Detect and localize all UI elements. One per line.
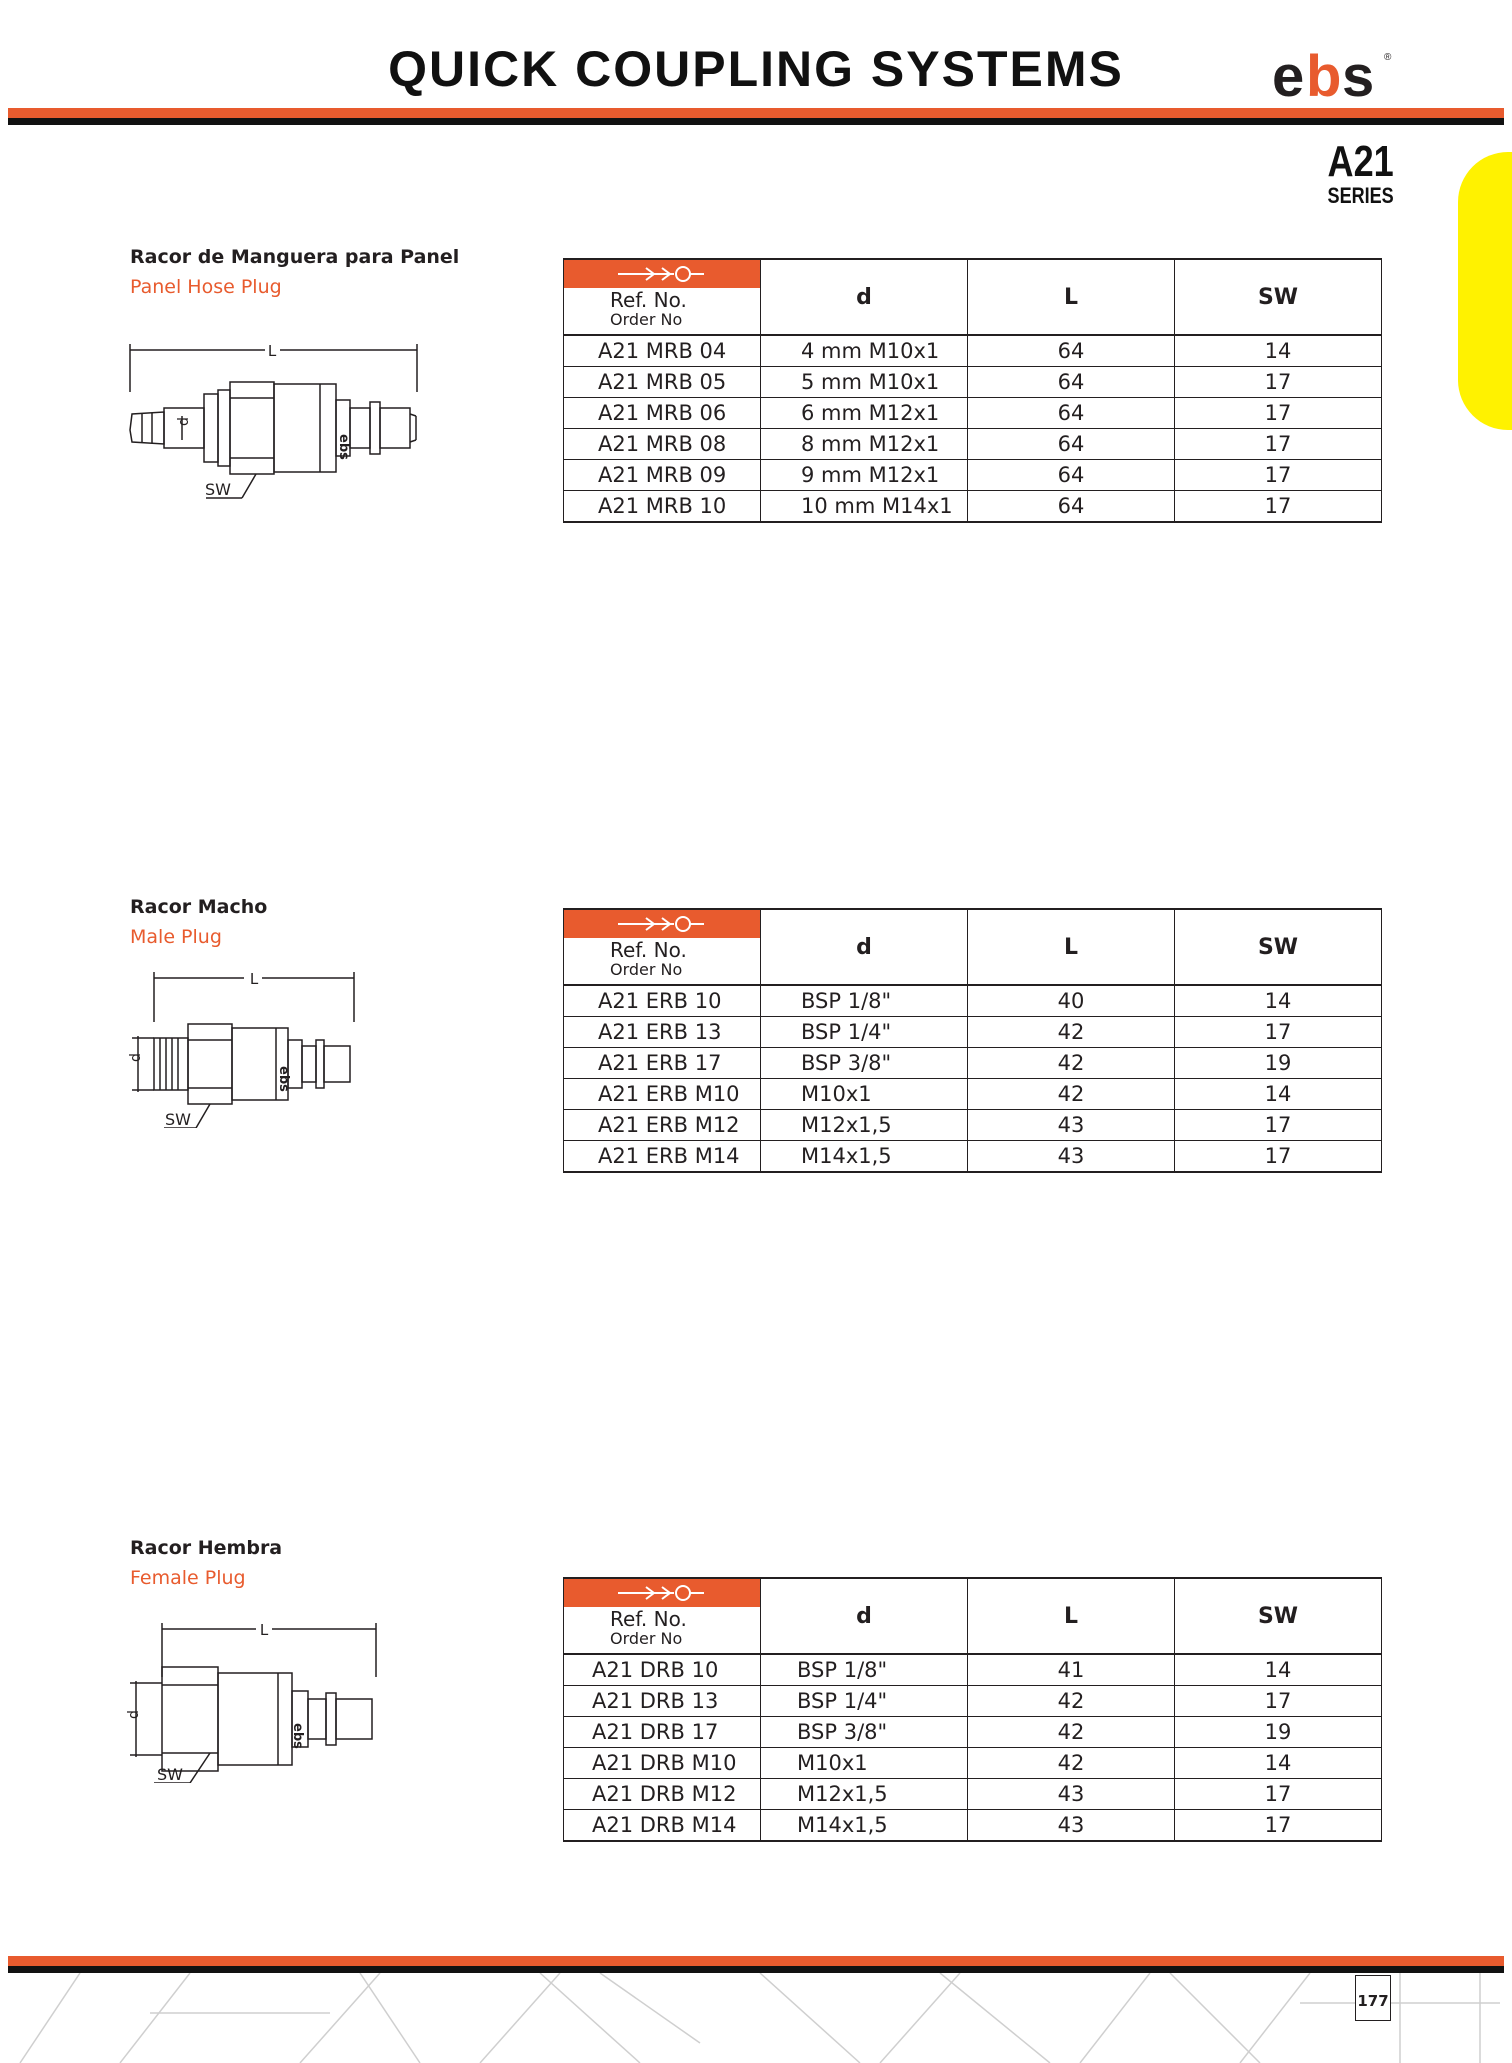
table-row bbox=[564, 985, 1382, 1017]
section-title-en: Female Plug bbox=[130, 1567, 246, 1589]
d-cell: BSP 1/4" bbox=[761, 1686, 968, 1717]
ref-cell: A21 DRB M12 bbox=[564, 1779, 761, 1810]
d-cell: 5 mm M10x1 bbox=[761, 367, 968, 398]
svg-text:L: L bbox=[267, 342, 277, 360]
svg-text:SW: SW bbox=[205, 480, 231, 499]
l-cell: 64 bbox=[968, 491, 1175, 523]
table-row bbox=[564, 491, 1382, 523]
order-no-label: Order No bbox=[610, 1629, 683, 1648]
ref-header-band bbox=[564, 260, 760, 288]
sw-cell: 14 bbox=[1175, 1654, 1382, 1686]
ref-header-band bbox=[564, 910, 760, 938]
ref-cell: A21 ERB 10 bbox=[564, 985, 761, 1017]
ref-cell: A21 MRB 06 bbox=[564, 398, 761, 429]
l-cell: 64 bbox=[968, 398, 1175, 429]
ref-no-label: Ref. No. bbox=[610, 1607, 687, 1631]
ref-no-label: Ref. No. bbox=[610, 938, 687, 962]
table-row bbox=[564, 460, 1382, 491]
sw-cell: 19 bbox=[1175, 1717, 1382, 1748]
page-title: QUICK COUPLING SYSTEMS bbox=[388, 41, 1124, 97]
sw-cell: 19 bbox=[1175, 1048, 1382, 1079]
svg-text:d: d bbox=[128, 1053, 144, 1062]
l-cell: 64 bbox=[968, 335, 1175, 367]
l-header: L bbox=[968, 259, 1175, 335]
spec-table bbox=[563, 258, 1382, 523]
l-cell: 42 bbox=[968, 1048, 1175, 1079]
svg-text:L: L bbox=[249, 970, 259, 988]
d-cell: M12x1,5 bbox=[761, 1110, 968, 1141]
ref-cell: A21 ERB M12 bbox=[564, 1110, 761, 1141]
l-cell: 40 bbox=[968, 985, 1175, 1017]
l-cell: 43 bbox=[968, 1141, 1175, 1173]
l-cell: 42 bbox=[968, 1748, 1175, 1779]
ref-cell: A21 ERB 13 bbox=[564, 1017, 761, 1048]
male-plug-drawing bbox=[120, 958, 380, 1128]
header-dark-bar bbox=[8, 118, 1504, 125]
section-title-es: Racor Macho bbox=[130, 896, 268, 918]
page-number: 177 bbox=[1355, 1975, 1391, 2021]
d-cell: M14x1,5 bbox=[761, 1810, 968, 1842]
sw-header: SW bbox=[1175, 259, 1382, 335]
section-title-en: Male Plug bbox=[130, 926, 222, 948]
svg-text:®: ® bbox=[1384, 52, 1392, 63]
table-row bbox=[564, 1141, 1382, 1173]
sw-cell: 14 bbox=[1175, 1748, 1382, 1779]
l-header: L bbox=[968, 909, 1175, 985]
section-title-es: Racor de Manguera para Panel bbox=[130, 246, 460, 268]
d-cell: M12x1,5 bbox=[761, 1779, 968, 1810]
table-row bbox=[564, 1717, 1382, 1748]
ref-no-label: Ref. No. bbox=[610, 288, 687, 312]
table-row bbox=[564, 1079, 1382, 1110]
spec-table bbox=[563, 1577, 1382, 1842]
section-tab bbox=[1458, 152, 1512, 430]
sw-cell: 14 bbox=[1175, 1079, 1382, 1110]
ebs-logo bbox=[1268, 46, 1398, 106]
ref-header bbox=[564, 1578, 761, 1654]
table-row bbox=[564, 1110, 1382, 1141]
series-word: SERIES bbox=[1327, 183, 1394, 208]
svg-text:ebs: ebs bbox=[336, 434, 351, 460]
l-header: L bbox=[968, 1578, 1175, 1654]
d-cell: BSP 3/8" bbox=[761, 1717, 968, 1748]
table-row bbox=[564, 335, 1382, 367]
l-cell: 64 bbox=[968, 367, 1175, 398]
ref-header bbox=[564, 909, 761, 985]
ref-header-band bbox=[564, 1579, 760, 1607]
l-cell: 42 bbox=[968, 1717, 1175, 1748]
spec-table bbox=[563, 908, 1382, 1173]
table-row bbox=[564, 1017, 1382, 1048]
coupling-symbol-icon bbox=[564, 910, 760, 938]
l-cell: 42 bbox=[968, 1686, 1175, 1717]
sw-cell: 17 bbox=[1175, 1686, 1382, 1717]
l-cell: 42 bbox=[968, 1017, 1175, 1048]
sw-cell: 17 bbox=[1175, 1017, 1382, 1048]
sw-cell: 17 bbox=[1175, 367, 1382, 398]
d-cell: 4 mm M10x1 bbox=[761, 335, 968, 367]
sw-cell: 14 bbox=[1175, 985, 1382, 1017]
sw-cell: 17 bbox=[1175, 1141, 1382, 1173]
sw-cell: 17 bbox=[1175, 1810, 1382, 1842]
d-cell: BSP 1/4" bbox=[761, 1017, 968, 1048]
d-header: d bbox=[761, 259, 968, 335]
sw-header: SW bbox=[1175, 1578, 1382, 1654]
d-cell: 10 mm M14x1 bbox=[761, 491, 968, 523]
d-cell: M10x1 bbox=[761, 1079, 968, 1110]
female-plug-drawing bbox=[120, 1613, 400, 1783]
l-cell: 42 bbox=[968, 1079, 1175, 1110]
l-cell: 41 bbox=[968, 1654, 1175, 1686]
table-row bbox=[564, 1686, 1382, 1717]
series-code: A21 bbox=[1327, 137, 1394, 186]
table-row bbox=[564, 398, 1382, 429]
footer-accent-bar bbox=[8, 1956, 1504, 1966]
table-row bbox=[564, 1748, 1382, 1779]
table-row bbox=[564, 429, 1382, 460]
svg-text:d: d bbox=[126, 1710, 142, 1719]
ref-cell: A21 MRB 04 bbox=[564, 335, 761, 367]
ref-cell: A21 ERB M10 bbox=[564, 1079, 761, 1110]
d-cell: 6 mm M12x1 bbox=[761, 398, 968, 429]
ref-header bbox=[564, 259, 761, 335]
table-row bbox=[564, 1654, 1382, 1686]
d-cell: M14x1,5 bbox=[761, 1141, 968, 1173]
svg-text:ebs: ebs bbox=[276, 1066, 291, 1092]
ref-cell: A21 ERB M14 bbox=[564, 1141, 761, 1173]
svg-text:s: s bbox=[1342, 46, 1375, 106]
series-badge bbox=[1313, 137, 1394, 208]
d-cell: 9 mm M12x1 bbox=[761, 460, 968, 491]
d-cell: BSP 1/8" bbox=[761, 1654, 968, 1686]
sw-cell: 14 bbox=[1175, 335, 1382, 367]
ref-cell: A21 MRB 05 bbox=[564, 367, 761, 398]
sw-cell: 17 bbox=[1175, 491, 1382, 523]
sw-cell: 17 bbox=[1175, 1779, 1382, 1810]
coupling-symbol-icon bbox=[564, 260, 760, 288]
footer-dark-bar bbox=[8, 1966, 1504, 1973]
order-no-label: Order No bbox=[610, 960, 683, 979]
sw-cell: 17 bbox=[1175, 1110, 1382, 1141]
section-title-es: Racor Hembra bbox=[130, 1537, 283, 1559]
ref-cell: A21 MRB 10 bbox=[564, 491, 761, 523]
panel-hose-plug-drawing bbox=[120, 332, 440, 502]
svg-text:b: b bbox=[1306, 46, 1338, 106]
l-cell: 43 bbox=[968, 1110, 1175, 1141]
l-cell: 64 bbox=[968, 460, 1175, 491]
svg-text:d: d bbox=[176, 417, 192, 426]
ref-cell: A21 DRB 13 bbox=[564, 1686, 761, 1717]
header-accent-bar bbox=[8, 108, 1504, 118]
sw-header: SW bbox=[1175, 909, 1382, 985]
ref-cell: A21 MRB 09 bbox=[564, 460, 761, 491]
sw-cell: 17 bbox=[1175, 398, 1382, 429]
order-no-label: Order No bbox=[610, 310, 683, 329]
ref-cell: A21 MRB 08 bbox=[564, 429, 761, 460]
svg-text:L: L bbox=[259, 1621, 269, 1639]
l-cell: 43 bbox=[968, 1810, 1175, 1842]
footer-technical-drawing-background bbox=[0, 1973, 1512, 2063]
ref-cell: A21 ERB 17 bbox=[564, 1048, 761, 1079]
l-cell: 43 bbox=[968, 1779, 1175, 1810]
d-header: d bbox=[761, 1578, 968, 1654]
table-row bbox=[564, 1048, 1382, 1079]
sw-cell: 17 bbox=[1175, 429, 1382, 460]
d-cell: BSP 1/8" bbox=[761, 985, 968, 1017]
d-cell: M10x1 bbox=[761, 1748, 968, 1779]
svg-text:e: e bbox=[1272, 46, 1301, 106]
coupling-symbol-icon bbox=[564, 1579, 760, 1607]
ref-cell: A21 DRB M10 bbox=[564, 1748, 761, 1779]
table-row bbox=[564, 367, 1382, 398]
d-cell: BSP 3/8" bbox=[761, 1048, 968, 1079]
ref-cell: A21 DRB M14 bbox=[564, 1810, 761, 1842]
svg-text:SW: SW bbox=[165, 1110, 191, 1128]
ref-cell: A21 DRB 17 bbox=[564, 1717, 761, 1748]
d-header: d bbox=[761, 909, 968, 985]
table-row bbox=[564, 1779, 1382, 1810]
d-cell: 8 mm M12x1 bbox=[761, 429, 968, 460]
sw-cell: 17 bbox=[1175, 460, 1382, 491]
ref-cell: A21 DRB 10 bbox=[564, 1654, 761, 1686]
section-title-en: Panel Hose Plug bbox=[130, 276, 282, 298]
table-row bbox=[564, 1810, 1382, 1842]
svg-text:SW: SW bbox=[157, 1765, 183, 1783]
l-cell: 64 bbox=[968, 429, 1175, 460]
svg-text:ebs: ebs bbox=[290, 1723, 305, 1749]
